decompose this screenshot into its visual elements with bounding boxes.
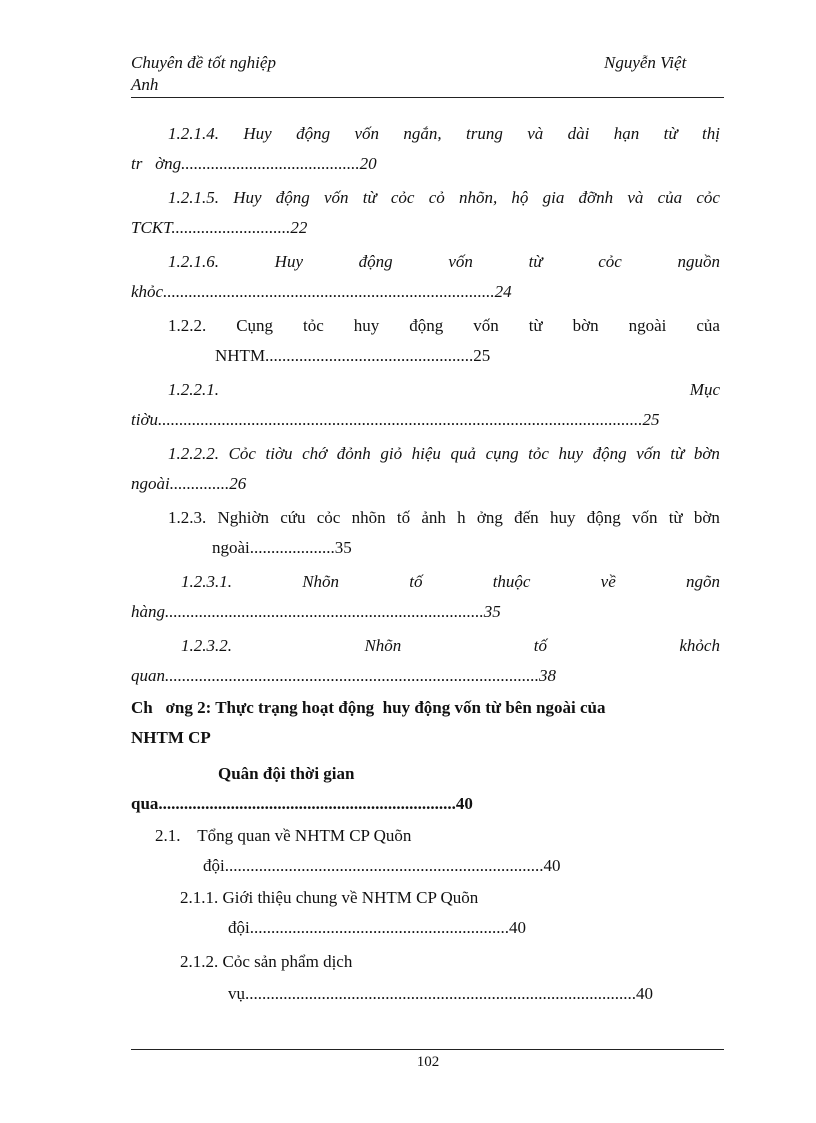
- toc-entry-1-2-1-5: [168, 188, 720, 208]
- toc-word: tiờu: [265, 444, 293, 463]
- toc-word: 1.2.3.: [168, 508, 207, 527]
- toc-word: tố: [409, 572, 423, 591]
- toc-word: cụng: [485, 444, 519, 463]
- footer-rule: [131, 1049, 724, 1050]
- toc-word: 1.2.1.4.: [168, 124, 219, 143]
- chapter-2-heading-line2: NHTM CP: [131, 728, 211, 747]
- toc-word: từ: [668, 508, 683, 527]
- toc-entry-1-2-3: [168, 508, 720, 528]
- toc-word: huy: [558, 444, 584, 463]
- toc-word: vốn: [448, 252, 473, 271]
- toc-word: của: [657, 188, 683, 207]
- toc-word: tỏc: [528, 444, 549, 463]
- toc-word: động: [296, 124, 331, 143]
- toc-entry-1-2-2-1-page: tiờu..................................................................................................................25: [131, 410, 660, 429]
- toc-word: và: [627, 188, 644, 207]
- toc-word: động: [592, 444, 627, 463]
- toc-word: vốn: [354, 124, 379, 143]
- toc-word: tố: [396, 508, 411, 527]
- header-title: Chuyên đề tốt nghiệp: [131, 53, 276, 72]
- toc-word: quả: [450, 444, 476, 463]
- header-author: Nguyễn Việt: [604, 53, 687, 72]
- toc-word: ngắn,: [403, 124, 442, 143]
- toc-word: động: [586, 508, 621, 527]
- toc-word: bờn: [693, 444, 720, 463]
- toc-entry-1-2-3-1: [181, 572, 720, 592]
- toc-word: từ: [663, 124, 678, 143]
- toc-word: Huy: [243, 124, 272, 143]
- toc-entry-1-2-3-1-page: hàng...........................................................................35: [131, 602, 501, 621]
- toc-word: vốn: [473, 316, 499, 335]
- toc-word: và: [527, 124, 544, 143]
- toc-entry-1-2-3-2: [181, 636, 720, 656]
- chapter-2-page: qua......................................................................40: [131, 794, 473, 813]
- toc-word: động: [409, 316, 444, 335]
- toc-word: cỏc: [390, 188, 415, 207]
- toc-entry-1-2-2-2: [168, 444, 720, 464]
- toc-word: đến: [514, 508, 539, 527]
- toc-word: cứu: [280, 508, 306, 527]
- toc-word: bờn: [572, 316, 599, 335]
- toc-entry-1-2-3-2-page: quan........................................................................................38: [131, 666, 556, 685]
- toc-word: thuộc: [492, 572, 531, 591]
- toc-word: bờn: [693, 508, 720, 527]
- header-rule: [131, 97, 724, 98]
- page-number: 102: [416, 1054, 440, 1070]
- toc-word: vốn: [636, 444, 661, 463]
- toc-word: Nghiờn: [217, 508, 269, 527]
- toc-word: ảnh: [421, 508, 446, 527]
- toc-entry-2-1-2: 2.1.2. Cỏc sản phẩm dịch: [180, 952, 353, 971]
- toc-word: vốn: [323, 188, 349, 207]
- toc-word: đỏnh: [336, 444, 371, 463]
- toc-word: 1.2.3.1.: [181, 572, 232, 591]
- toc-word: động: [358, 252, 393, 271]
- toc-word: từ: [362, 188, 377, 207]
- toc-word: của: [696, 316, 720, 335]
- toc-entry-1-2-1-4-page: tr ờng..........................................20: [131, 154, 377, 173]
- toc-word: 1.2.2.2.: [168, 444, 219, 463]
- toc-word: giỏ: [380, 444, 403, 463]
- toc-word: Cỏc: [228, 444, 256, 463]
- toc-entry-2-1-page: đội...........................................................................40: [203, 856, 561, 875]
- toc-word: cỏc: [696, 188, 720, 207]
- toc-word: nhõn: [351, 508, 386, 527]
- toc-word: 1.2.3.2.: [181, 636, 232, 655]
- toc-word: cỏ: [428, 188, 445, 207]
- toc-word: từ: [528, 252, 543, 271]
- toc-word: 1.2.1.5.: [168, 188, 219, 207]
- toc-word: Huy: [274, 252, 303, 271]
- toc-entry-1-2-1-5-page: TCKT............................22: [131, 218, 308, 237]
- toc-entry-2-1-1-page: đội.............................................................40: [228, 918, 526, 937]
- toc-word: Mục: [689, 380, 720, 399]
- toc-word: 1.2.1.6.: [168, 252, 219, 271]
- toc-word: động: [275, 188, 310, 207]
- toc-word: thị: [702, 124, 720, 143]
- toc-word: 1.2.2.: [168, 316, 207, 335]
- toc-entry-2-1: 2.1. Tổng quan về NHTM CP Quõn: [155, 826, 412, 845]
- toc-word: nguồn: [677, 252, 720, 271]
- chapter-2-heading: Ch ơng 2: Thực trạng hoạt động huy động vốn từ bên ngoài của: [131, 698, 606, 717]
- chapter-2-heading-line3: Quân đội thời gian: [218, 764, 355, 783]
- toc-entry-1-2-1-6: [168, 252, 720, 272]
- toc-word: dài: [567, 124, 590, 143]
- toc-word: chớ: [302, 444, 328, 463]
- toc-word: hạn: [613, 124, 640, 143]
- toc-word: huy: [549, 508, 576, 527]
- toc-word: cỏc: [316, 508, 341, 527]
- toc-word: tố: [533, 636, 547, 655]
- toc-word: ngõn: [685, 572, 720, 591]
- toc-word: Cụng: [236, 316, 274, 335]
- toc-entry-1-2-2-1: [168, 380, 720, 400]
- toc-word: huy: [353, 316, 380, 335]
- toc-word: ngoài: [628, 316, 667, 335]
- header-title-continued: Anh: [131, 75, 159, 94]
- toc-word: từ: [670, 444, 685, 463]
- toc-entry-1-2-2-2-page: ngoài..............26: [131, 474, 247, 493]
- toc-word: từ: [528, 316, 543, 335]
- toc-word: trung: [466, 124, 503, 143]
- toc-word: về: [600, 572, 616, 591]
- toc-word: Huy: [233, 188, 262, 207]
- toc-word: Nhõn: [364, 636, 402, 655]
- toc-word: nhõn,: [458, 188, 498, 207]
- toc-word: hiệu: [411, 444, 441, 463]
- toc-word: h: [457, 508, 466, 527]
- toc-word: hộ: [511, 188, 529, 207]
- toc-entry-2-1-1: 2.1.1. Giới thiệu chung về NHTM CP Quõn: [180, 888, 479, 907]
- toc-word: 1.2.2.1.: [168, 380, 219, 399]
- toc-entry-1-2-2: [168, 316, 720, 336]
- toc-word: ởng: [476, 508, 503, 527]
- toc-word: Nhõn: [302, 572, 340, 591]
- toc-word: vốn: [631, 508, 658, 527]
- toc-word: gia: [542, 188, 565, 207]
- toc-entry-2-1-2-page: vụ............................................................................................40: [228, 984, 653, 1003]
- toc-word: tỏc: [303, 316, 324, 335]
- toc-word: cỏc: [598, 252, 622, 271]
- toc-entry-1-2-1-6-page: khỏc..............................................................................24: [131, 282, 512, 301]
- toc-entry-1-2-2-page: NHTM.................................................25: [215, 346, 491, 365]
- toc-entry-1-2-1-4: [168, 124, 720, 144]
- toc-entry-1-2-3-page: ngoài....................35: [212, 538, 352, 557]
- toc-word: đỡnh: [578, 188, 614, 207]
- toc-word: khỏch: [679, 636, 720, 655]
